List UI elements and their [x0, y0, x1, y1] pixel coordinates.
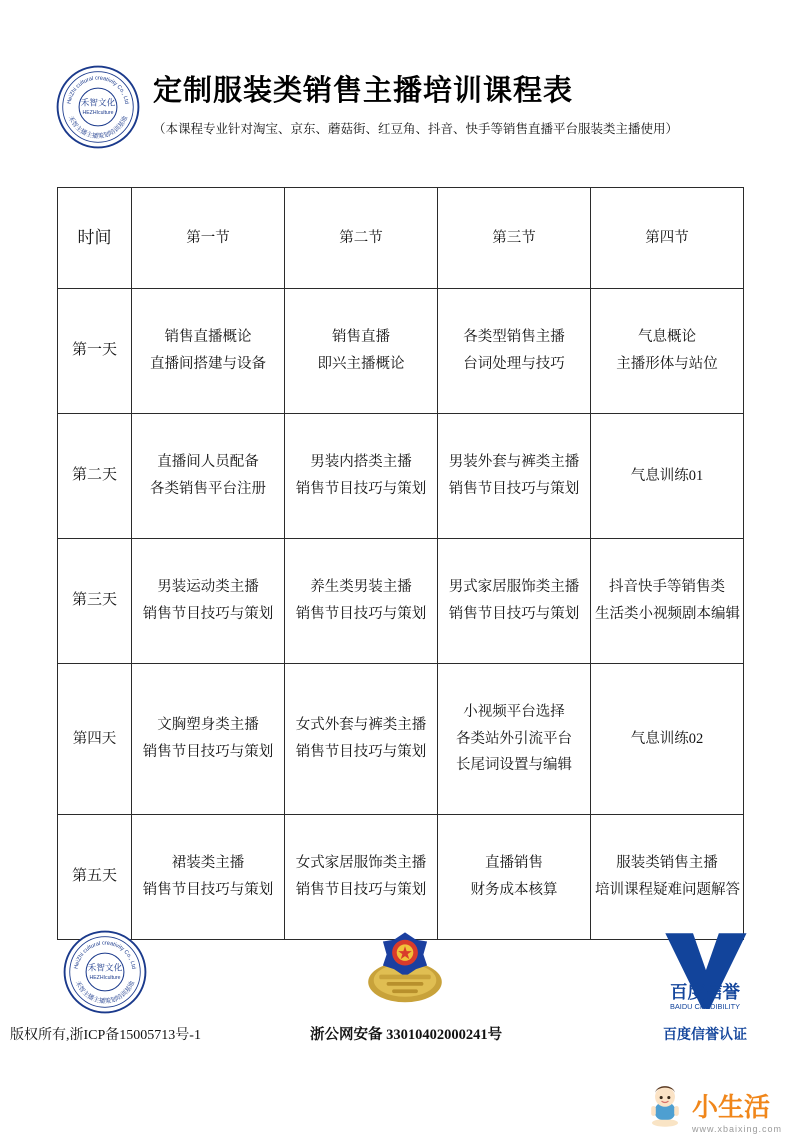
- document-footer: [0, 925, 800, 1044]
- watermark-url: www.xbaixing.com: [691, 1124, 782, 1134]
- schedule-cell: 养生类男装主播 销售节目技巧与策划: [285, 539, 438, 664]
- svg-text:百度信誉: 百度信誉: [669, 981, 741, 1002]
- day-label: 第二天: [58, 414, 132, 539]
- page-subtitle: （本课程专业针对淘宝、京东、蘑菇街、红豆角、抖音、快手等销售直播平台服装类主播使用）: [153, 121, 679, 136]
- header-text-block: [153, 62, 678, 137]
- baidu-credibility-badge[interactable]: [610, 926, 800, 1044]
- schedule-cell: 气息训练01: [591, 414, 744, 539]
- schedule-cell: 女式家居服饰类主播 销售节目技巧与策划: [285, 815, 438, 940]
- svg-text:HeiZhi cultural creativity Co.: HeiZhi cultural creativity Co., Ltd: [73, 940, 137, 970]
- schedule-cell: 女式外套与裤类主播 销售节目技巧与策划: [285, 664, 438, 815]
- xiaoshenghuo-mascot-icon: [642, 1083, 688, 1134]
- schedule-cell: 各类型销售主播 台词处理与技巧: [438, 289, 591, 414]
- table-row: [58, 289, 744, 414]
- day-label: 第五天: [58, 815, 132, 940]
- police-emblem-icon: [310, 925, 500, 1017]
- schedule-cell: 抖音快手等销售类 生活类小视频剧本编辑: [591, 539, 744, 664]
- svg-text:HEZHIculture: HEZHIculture: [89, 974, 121, 981]
- schedule-cell: 服装类销售主播 培训课程疑难问题解答: [591, 815, 744, 940]
- schedule-cell: 小视频平台选择 各类站外引流平台 长尾词设置与编辑: [438, 664, 591, 815]
- svg-text:禾智主播主播策划培训基地: 禾智主播主播策划培训基地: [66, 115, 130, 141]
- site-watermark: [642, 1083, 782, 1134]
- svg-text:禾智文化: 禾智文化: [87, 962, 123, 973]
- baidu-credibility-check-icon: [610, 926, 800, 1018]
- hezhi-culture-seal-logo: [10, 926, 200, 1018]
- table-header-row: [58, 188, 744, 289]
- document-header: [0, 0, 800, 150]
- schedule-cell: 直播销售 财务成本核算: [438, 815, 591, 940]
- schedule-cell: 直播间人员配备 各类销售平台注册: [132, 414, 285, 539]
- course-schedule-table: [57, 187, 744, 940]
- day-label: 第一天: [58, 289, 132, 414]
- table-row: [58, 539, 744, 664]
- schedule-cell: 文胸塑身类主播 销售节目技巧与策划: [132, 664, 285, 815]
- watermark-text-block: [692, 1095, 782, 1134]
- baidu-credibility-text: 百度信誉认证: [663, 1028, 747, 1043]
- column-header-time: 时间: [58, 188, 132, 289]
- schedule-cell: 气息训练02: [591, 664, 744, 815]
- day-label: 第三天: [58, 539, 132, 664]
- table-row: [58, 664, 744, 815]
- column-header-session-2: 第二节: [285, 188, 438, 289]
- schedule-cell: 气息概论 主播形体与站位: [591, 289, 744, 414]
- schedule-cell: 男装外套与裤类主播 销售节目技巧与策划: [438, 414, 591, 539]
- schedule-cell: 男式家居服饰类主播 销售节目技巧与策划: [438, 539, 591, 664]
- column-header-session-1: 第一节: [132, 188, 285, 289]
- footer-badges: [0, 925, 800, 1044]
- police-record-text: 浙公网安备 33010402000241号: [310, 1027, 503, 1043]
- svg-text:HEZHIculture: HEZHIculture: [82, 109, 114, 116]
- column-header-session-4: 第四节: [591, 188, 744, 289]
- svg-text:BAIDU CREDIBILITY: BAIDU CREDIBILITY: [669, 1001, 741, 1011]
- schedule-cell: 男装内搭类主播 销售节目技巧与策划: [285, 414, 438, 539]
- schedule-cell: 销售直播 即兴主播概论: [285, 289, 438, 414]
- police-record-badge[interactable]: [310, 925, 503, 1044]
- schedule-cell: 裙装类主播 销售节目技巧与策划: [132, 815, 285, 940]
- icp-license-text: 版权所有,浙ICP备15005713号-1: [10, 1028, 201, 1043]
- table-row: [58, 815, 744, 940]
- schedule-cell: 销售直播概论 直播间搭建与设备: [132, 289, 285, 414]
- column-header-session-3: 第三节: [438, 188, 591, 289]
- page-title: 定制服装类销售主播培训课程表: [153, 75, 574, 107]
- table-row: [58, 414, 744, 539]
- hezhi-culture-seal-logo: [55, 64, 141, 150]
- icp-badge: [10, 926, 200, 1044]
- schedule-cell: 男装运动类主播 销售节目技巧与策划: [132, 539, 285, 664]
- svg-text:HeiZhi cultural creativity Co.: HeiZhi cultural creativity Co., Ltd: [66, 75, 130, 105]
- schedule-table-wrapper: [57, 187, 743, 940]
- svg-text:禾智文化: 禾智文化: [80, 97, 116, 108]
- svg-text:禾智主播主播策划培训基地: 禾智主播主播策划培训基地: [73, 980, 137, 1006]
- watermark-title: 小生活: [691, 1093, 770, 1122]
- day-label: 第四天: [58, 664, 132, 815]
